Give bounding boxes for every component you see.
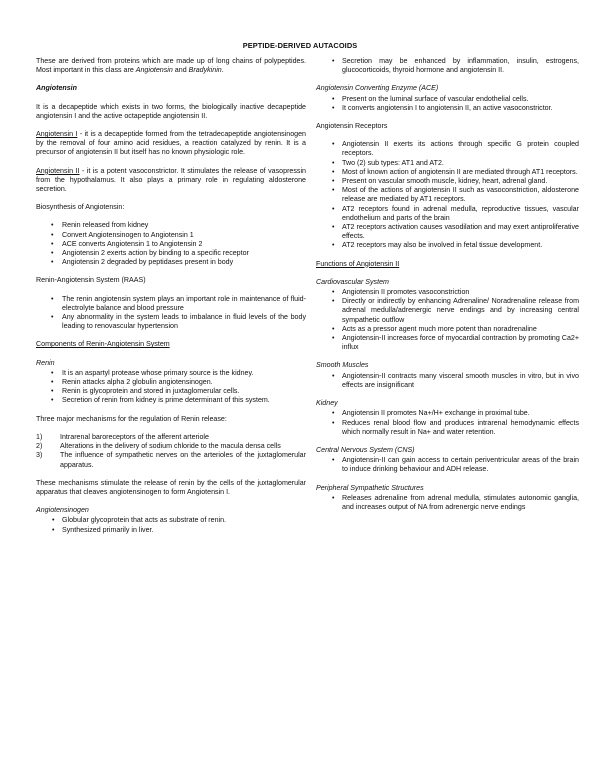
list-item: 2) Alterations in the delivery of sodium chloride to the macula densa cells (36, 442, 281, 451)
list-item: • Most of known action of angiotensin II are mediated through AT1 receptors. (316, 168, 579, 177)
renin-list (36, 369, 306, 406)
renin-heading: Renin (36, 358, 55, 367)
components-heading: Components of Renin-Angiotensin System (36, 340, 170, 349)
list-item: • ACE converts Angiotensin 1 to Angiotensin 2 (36, 240, 306, 249)
mechanisms-heading: Three major mechanisms for the regulation of Renin release: (36, 414, 227, 423)
list-item: • Angiotensin II exerts its actions through specific G protein coupled receptors. (316, 140, 579, 158)
list-item: • Renin attacks alpha 2 globulin angiotensinogen. (36, 378, 306, 387)
left-column (36, 57, 306, 544)
list-item: • Acts as a pressor agent much more potent than noradrenaline (316, 325, 579, 334)
angiotensinogen-list-continued (316, 57, 579, 75)
list-item: 3) The influence of sympathetic nerves on the arterioles of the juxtaglomerular apparatus. (36, 451, 306, 469)
list-item: • Directly or indirectly by enhancing Adrenaline/ Noradrenaline release from adrenal medulla/adrenergic nerve endings and by increasing central sympathetic outflow (316, 297, 579, 325)
angiotensin-heading: Angiotensin (36, 84, 77, 93)
angiotensin-2-paragraph: Angiotensin II - it is a potent vasoconstrictor. It stimulates the release of vasopressin from the hypothalamus. It also plays a primary role in regulating aldosterone secretion. (36, 166, 306, 194)
raas-list (36, 295, 306, 332)
biosynthesis-heading: Biosynthesis of Angiotensin: (36, 203, 125, 212)
list-item: • Angiotensin-II increases force of myocardial contraction by promoting Ca2+ influx (316, 334, 579, 352)
receptors-list (316, 140, 579, 250)
list-item: • Synthesized primarily in liver. (36, 526, 306, 535)
list-item: • Renin released from kidney (36, 221, 306, 230)
list-item: • Secretion may be enhanced by inflammation, insulin, estrogens, glucocorticoids, thyroid hormone and angiotensin II. (316, 57, 579, 75)
biosynthesis-list (36, 221, 306, 267)
angiotensinogen-list (36, 516, 306, 534)
list-item: • Angiotensin 2 degraded by peptidases present in body (36, 258, 306, 267)
angiotensinogen-heading: Angiotensinogen (36, 506, 89, 515)
list-item: • Renin is glycoprotein and stored in juxtaglomerular cells. (36, 387, 306, 396)
peripheral-sympathetic-list (316, 494, 579, 512)
receptors-heading: Angiotensin Receptors (316, 122, 388, 131)
angiotensin-paragraph: It is a decapeptide which exists in two forms, the biologically inactive decapeptide angiotensin I and the active octapeptide angiotensin II. (36, 102, 306, 120)
smooth-muscles-heading: Smooth Muscles (316, 361, 369, 370)
right-column (316, 57, 579, 521)
intro-paragraph: These are derived from proteins which are made up of long chains of polypeptides. Most important in this class are Angiotensin and Bradykinin. (36, 57, 306, 75)
document-title: PEPTIDE-DERIVED AUTACOIDS (242, 41, 358, 50)
list-item: • It converts angiotensin I to angiotensin II, an active vasoconstrictor. (316, 104, 579, 113)
kidney-heading: Kidney (316, 399, 338, 408)
list-item: • AT2 receptors may also be involved in fetal tissue development. (316, 241, 579, 250)
mechanisms-paragraph: These mechanisms stimulate the release of renin by the cells of the juxtaglomerular apparatus that cleaves angiotensinogen to form Angiotensin I. (36, 478, 306, 496)
list-item: • Secretion of renin from kidney is prime determinant of this system. (36, 396, 306, 405)
list-item: • It is an aspartyl protease whose primary source is the kidney. (36, 369, 306, 378)
list-item: 1) Intrarenal baroreceptors of the afferent arteriole (36, 432, 209, 441)
cns-heading: Central Nervous System (CNS) (316, 445, 415, 454)
list-item: • Any abnormality in the system leads to imbalance in fluid levels of the body leading to renovascular hypertension (36, 313, 306, 331)
list-item: • Convert Angiotensinogen to Angiotensin 1 (36, 231, 306, 240)
list-item: • Most of the actions of angiotensin II such as vasoconstriction, aldosterone release are mediated by AT1 receptors. (316, 186, 579, 204)
ace-heading: Angiotensin Converting Enzyme (ACE) (316, 84, 439, 93)
list-item: • Reduces renal blood flow and produces intrarenal hemodynamic effects which normally result in Na+ and water retention. (316, 419, 579, 437)
raas-heading: Renin-Angiotensin System (RAAS) (36, 276, 146, 285)
list-item: • Angiotensin 2 exerts action by binding to a specific receptor (36, 249, 306, 258)
cns-list (316, 456, 579, 474)
list-item: • AT2 receptors activation causes vasodilation and may exert antiproliferative effects. (316, 223, 579, 241)
ace-list (316, 95, 579, 113)
cardiovascular-heading: Cardiovascular System (316, 277, 389, 286)
functions-heading: Functions of Angiotensin II (316, 259, 400, 268)
list-item: • Angiotensin-II can gain access to certain periventricular areas of the brain to induce drinking behaviour and ADH release. (316, 456, 579, 474)
smooth-muscles-list (316, 372, 579, 390)
mechanisms-list (36, 433, 306, 470)
list-item: • AT2 receptors found in adrenal medulla, reproductive tissues, vascular endothelium and parts of the brain (316, 205, 579, 223)
peripheral-sympathetic-heading: Peripheral Sympathetic Structures (316, 483, 424, 492)
list-item: • Two (2) sub types: AT1 and AT2. (316, 159, 579, 168)
list-item: • Angiotensin-II contracts many visceral smooth muscles in vitro, but in vivo effects are insignificant (316, 372, 579, 390)
list-item: • The renin angiotensin system plays an important role in maintenance of fluid-electrolyte balance and blood pressure (36, 295, 306, 313)
kidney-list (316, 409, 579, 437)
list-item: • Releases adrenaline from adrenal medulla, stimulates autonomic ganglia, and increases output of NA from adrenergic nerve endings (316, 494, 579, 512)
angiotensin-1-paragraph: Angiotensin I - it is a decapeptide formed from the tetradecapeptide angiotensinogen by the removal of four amino acid residues, a reaction catalyzed by renin. It is a precursor of angiotensin II but itself has no known physiologic role. (36, 130, 306, 157)
list-item: • Present on vascular smooth muscle, kidney, heart, adrenal gland. (316, 177, 579, 186)
list-item: • Angiotensin II promotes vasoconstriction (316, 288, 579, 297)
list-item: • Angiotensin II promotes Na+/H+ exchange in proximal tube. (316, 409, 579, 418)
list-item: • Globular glycoprotein that acts as substrate of renin. (36, 516, 306, 525)
list-item: • Present on the luminal surface of vascular endothelial cells. (316, 95, 579, 104)
cardiovascular-list (316, 288, 579, 352)
